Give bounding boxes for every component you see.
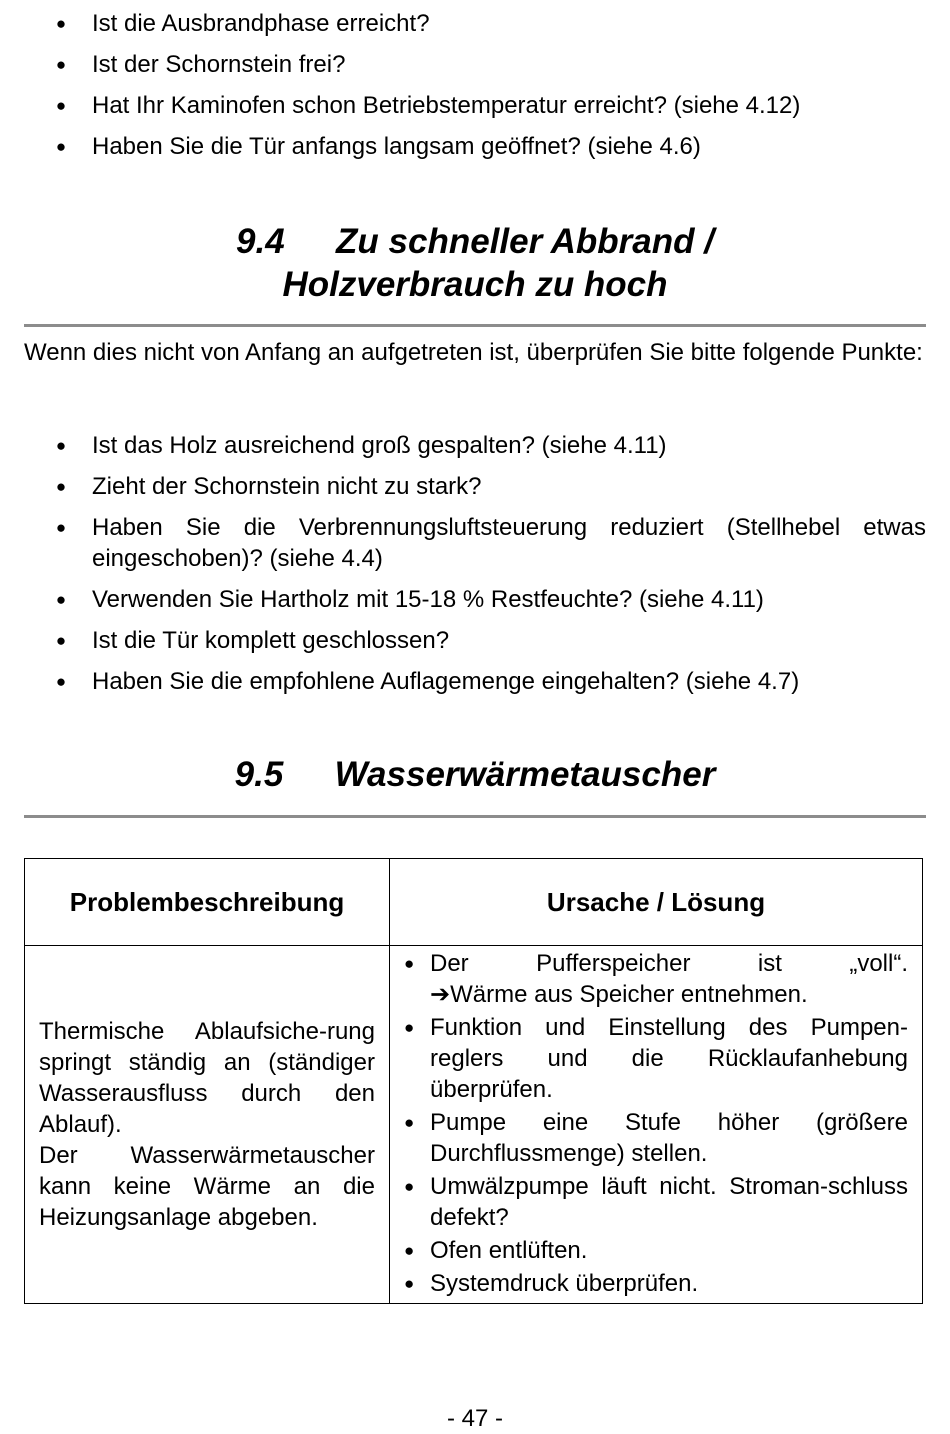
column-header-cause: Ursache / Lösung (390, 859, 923, 946)
bullet-icon: ● (55, 55, 67, 74)
list-item: ● Ofen entlüften. (404, 1237, 588, 1264)
list-item: ● Ist die Tür komplett geschlossen? (55, 627, 450, 654)
section-number: 9.5 (234, 755, 284, 794)
problem-cell (25, 946, 390, 1304)
bullet-icon: ● (55, 518, 67, 537)
section-9-4-heading (0, 220, 950, 306)
page-number: - 47 - (446, 1405, 503, 1432)
section-title-line2: Holzverbrauch zu hoch (282, 265, 668, 304)
bullet-icon: ● (404, 1018, 415, 1037)
cause-list (404, 948, 908, 1299)
list-item: ● Umwälzpumpe läuft nicht. Stroman-schluss defekt? (404, 1173, 908, 1231)
arrow-right-icon: ➔ (430, 981, 451, 1008)
list-item: ● Ist die Ausbrandphase erreicht? (55, 10, 430, 37)
bullet-icon: ● (404, 1274, 415, 1293)
section-number: 9.4 (236, 222, 285, 261)
list-item: ● Haben Sie die Tür anfangs langsam geöffnet? (siehe 4.6) (55, 133, 701, 160)
cause-cell (390, 946, 923, 1304)
section-9-5-heading (0, 753, 950, 796)
bullet-icon: ● (404, 1177, 415, 1196)
problem-text: Thermische Ablaufsiche-rung springt ständig an (ständiger Wasserausfluss durch den Ablauf). (39, 1018, 375, 1138)
section-divider (24, 324, 926, 327)
table-header-row (25, 859, 923, 946)
section-intro: Wenn dies nicht von Anfang an aufgetreten ist, überprüfen Sie bitte folgende Punkte: (24, 339, 923, 366)
section-title: Wasserwärmetauscher (334, 755, 716, 794)
bullet-icon: ● (55, 477, 67, 496)
section-title-line1: Zu schneller Abbrand / (336, 222, 714, 261)
bullet-icon: ● (55, 631, 67, 650)
list-item: ● Haben Sie die empfohlene Auflagemenge eingehalten? (siehe 4.7) (55, 668, 800, 695)
list-item: ● Ist das Holz ausreichend groß gespalten? (siehe 4.11) (55, 432, 667, 459)
troubleshooting-table (24, 858, 923, 1304)
checklist-9-4 (0, 430, 950, 707)
bullet-icon: ● (404, 954, 415, 973)
bullet-icon: ● (55, 436, 67, 455)
list-item: ● Systemdruck überprüfen. (404, 1270, 699, 1297)
checklist-top (0, 8, 950, 172)
list-item: ● Der Pufferspeicher ist „voll“. ➔Wärme aus Speicher entnehmen. (404, 950, 908, 1008)
bullet-icon: ● (55, 14, 67, 33)
list-item: ● Funktion und Einstellung des Pumpen-reglers und die Rücklaufanhebung überprüfen. (404, 1014, 908, 1103)
section-divider (24, 815, 926, 818)
list-item: ● Verwenden Sie Hartholz mit 15-18 % Restfeuchte? (siehe 4.11) (55, 586, 764, 613)
list-item: ● Hat Ihr Kaminofen schon Betriebstemperatur erreicht? (siehe 4.12) (55, 92, 801, 119)
bullet-icon: ● (404, 1241, 415, 1260)
list-item: ● Pumpe eine Stufe höher (größere Durchflussmenge) stellen. (404, 1109, 908, 1167)
list-item: ● Zieht der Schornstein nicht zu stark? (55, 473, 482, 500)
list-item: ● Ist der Schornstein frei? (55, 51, 346, 78)
bullet-icon: ● (55, 96, 67, 115)
bullet-icon: ● (55, 137, 67, 156)
bullet-icon: ● (55, 672, 67, 691)
table-row (25, 946, 923, 1304)
list-item: ● Haben Sie die Verbrennungsluftsteuerung reduziert (Stellhebel etwas eingeschoben)? (siehe 4.4) (55, 514, 926, 572)
problem-text: Der Wasserwärmetauscher kann keine Wärme an die Heizungsanlage abgeben. (39, 1142, 375, 1231)
column-header-problem: Problembeschreibung (25, 859, 390, 946)
bullet-icon: ● (55, 590, 67, 609)
bullet-icon: ● (404, 1113, 415, 1132)
